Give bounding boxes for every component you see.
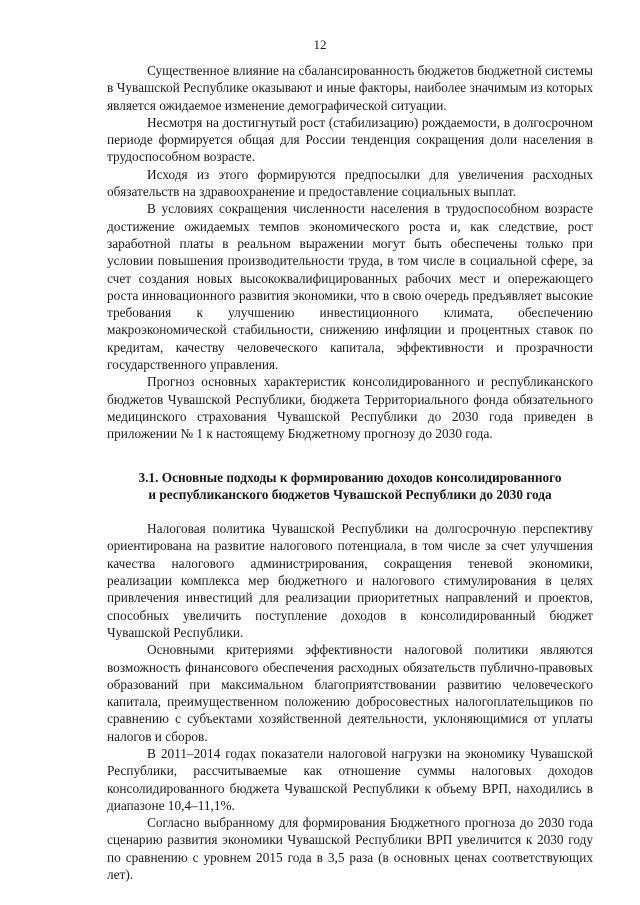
section-heading-line-1: 3.1. Основные подходы к формированию доходов консолидированного: [138, 469, 562, 485]
page-content: [107, 62, 593, 883]
paragraph-tax-burden: В 2011–2014 годах показатели налоговой нагрузки на экономику Чувашской Республики, рассчитываемые как отношение суммы налоговых доходов консолидированного бюджета Чувашской Республики к объему ВРП, находились в диапазоне 10,4–11,1%.: [107, 745, 593, 813]
paragraph-obligations: Исходя из этого формируются предпосылки для увеличения расходных обязательств на здравоохранение и предоставление социальных выплат.: [107, 166, 593, 200]
page-number: 12: [313, 37, 327, 52]
paragraph-criteria: Основными критериями эффективности налоговой политики являются возможность финансового обеспечения расходных обязательств публично-правовых образований при максимальном благоприятствовании развитию человеческого капитала, преимущественном положению добросовестных налогоплательщиков по сравнению с субъектами хозяйственной деятельности, уклоняющимися от уплаты налогов и сборов.: [107, 642, 593, 744]
paragraph-productivity: В условиях сокращения численности населения в трудоспособном возрасте достижение ожидаемых темпов экономического роста и, как следствие, рост заработной платы в реальном выражении могут быть обеспечены только при условии повышения производительности труда, в том числе в социальной сфере, за счет создания новых высококвалифицированных рабочих мест и опережающего роста инновационного развития экономики, что в свою очередь предъявляет высокие требования к улучшению инвестиционного климата, обеспечению макроэкономической стабильности, снижению инфляции и процентных ставок по кредитам, качеству человеческого капитала, эффективности и прозрачности государственного управления.: [107, 201, 593, 373]
paragraph-forecast: Прогноз основных характеристик консолидированного и республиканского бюджетов Чувашской Республики, бюджета Территориального фонда обязательного медицинского страхования Чувашской Республики до 2030 года приведен в приложении № 1 к настоящему Бюджетному прогнозу до 2030 года.: [107, 374, 593, 442]
section-heading: [107, 469, 593, 504]
paragraph-birth-rate: Несмотря на достигнутый рост (стабилизацию) рождаемости, в долгосрочном периоде формируется общая для России тенденция сокращения доли населения в трудоспособном возрасте.: [107, 114, 593, 165]
paragraph-grp-growth: Согласно выбранному для формирования Бюджетного прогноза до 2030 года сценарию развития экономики Чувашской Республики ВРП увеличится к 2030 году по сравнению с уровнем 2015 года в 3,5 раза (в основных ценах соответствующих лет).: [107, 815, 593, 883]
section-heading-line-2: и республиканского бюджетов Чувашской Республики до 2030 года: [148, 486, 552, 502]
paragraph-tax-policy: Налоговая политика Чувашской Республики на долгосрочную перспективу ориентирована на развитие налогового потенциала, в том числе за счет улучшения качества налогового администрирования, сокращения теневой экономики, реализации комплекса мер бюджетного и налогового стимулирования в целях привлечения инвестиций для реализации приоритетных направлений и проектов, способных увеличить поступление доходов в консолидированный бюджет Чувашской Республики.: [107, 521, 593, 640]
paragraph-demography: Существенное влияние на сбалансированность бюджетов бюджетной системы в Чувашской Республике оказывают и иные факторы, наиболее значимым из которых является ожидаемое изменение демографической ситуации.: [107, 63, 593, 113]
